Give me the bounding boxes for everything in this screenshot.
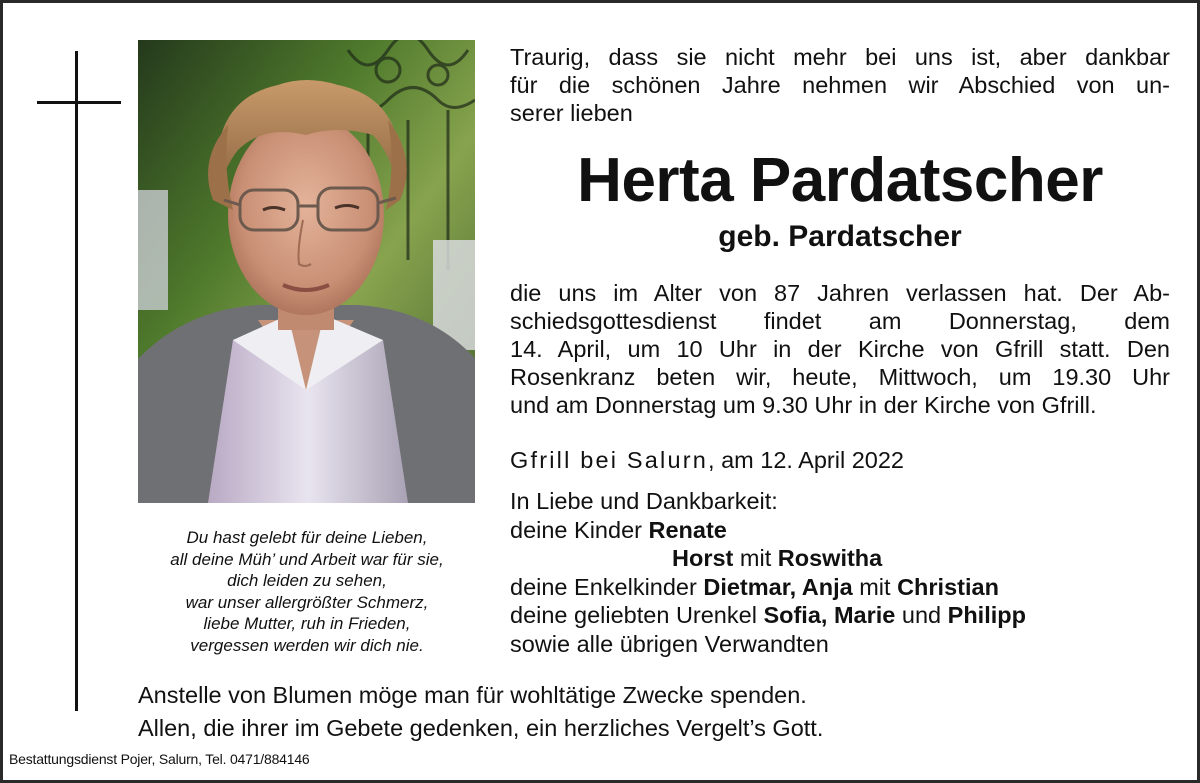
mourners-list — [510, 487, 1170, 658]
partner-name: Roswitha — [777, 545, 883, 571]
poem-line: vergessen werden wir dich nie. — [190, 635, 424, 655]
announcement-line: schiedsgottesdienst findet am Donnerstag, dem — [510, 308, 1170, 334]
intro-line: für die schönen Jahre nehmen wir Abschied von un- — [510, 72, 1170, 98]
poem-line: Du hast gelebt für deine Lieben, — [186, 528, 428, 547]
poem-line: all deine Müh’ und Arbeit war für sie, — [170, 549, 444, 569]
announcement-line: die uns im Alter von 87 Jahren verlassen hat. Der Ab- — [510, 280, 1170, 306]
poem-line: war unser allergrößter Schmerz, — [185, 592, 429, 612]
partner-name: Christian — [897, 573, 999, 600]
cross-vertical-bar — [75, 51, 78, 711]
undertaker-footer: Bestattungsdienst Pojer, Salurn, Tel. 0471/884146 — [9, 751, 310, 767]
portrait-photo — [138, 40, 475, 503]
announcement-line: Rosenkranz beten wir, heute, Mittwoch, um 19.30 Uhr — [510, 364, 1170, 390]
grandchildren-prefix: deine Enkelkinder — [510, 573, 704, 600]
child-name: Horst — [672, 545, 734, 571]
cross-horizontal-bar — [37, 101, 121, 104]
intro-line: serer lieben — [510, 100, 633, 126]
announcement-line: 14. April, um 10 Uhr in der Kirche von Gfrill statt. Den — [510, 336, 1170, 362]
poem — [121, 527, 493, 656]
poem-line: liebe Mutter, ruh in Frieden, — [203, 614, 411, 633]
place: Gfrill bei Salurn — [510, 447, 709, 473]
announcement-text — [510, 279, 1170, 419]
children-line — [510, 516, 1170, 545]
announcement-line: und am Donnerstag um 9.30 Uhr in der Kirche von Gfrill. — [510, 392, 1097, 418]
children-line-2 — [510, 544, 1170, 573]
maiden-name: geb. Pardatscher — [718, 220, 962, 253]
great-grandchildren-line — [510, 601, 1170, 630]
grandchildren-line — [510, 573, 1170, 602]
closing-line: Allen, die ihrer im Gebete gedenken, ein herzliches Vergelt’s Gott. — [138, 715, 824, 741]
poem-line: dich leiden zu sehen, — [227, 571, 387, 590]
intro-text — [510, 43, 1170, 127]
relatives-line: sowie alle übrigen Verwandten — [510, 630, 829, 657]
place-date — [510, 445, 1170, 475]
connector: und — [895, 602, 948, 628]
date: , am 12. April 2022 — [708, 447, 904, 473]
children-prefix: deine Kinder — [510, 516, 649, 543]
deceased-name: Herta Pardatscher — [577, 146, 1103, 215]
connector: mit — [733, 545, 778, 571]
great-grandchildren-prefix: deine geliebten Urenkel — [510, 602, 764, 628]
connector: mit — [852, 573, 898, 600]
child-name: Renate — [648, 516, 727, 543]
mourners-heading: In Liebe und Dankbarkeit: — [510, 488, 778, 514]
closing-line: Anstelle von Blumen möge man für wohltätige Zwecke spenden. — [138, 682, 807, 708]
great-grandchild-name: Philipp — [947, 602, 1026, 628]
portrait-illustration — [138, 40, 475, 503]
great-grandchildren-names: Sofia, Marie — [763, 602, 896, 628]
grandchildren-names: Dietmar, Anja — [703, 573, 853, 600]
intro-line: Traurig, dass sie nicht mehr bei uns ist, aber dankbar — [510, 44, 1170, 70]
closing-text — [138, 679, 1178, 745]
